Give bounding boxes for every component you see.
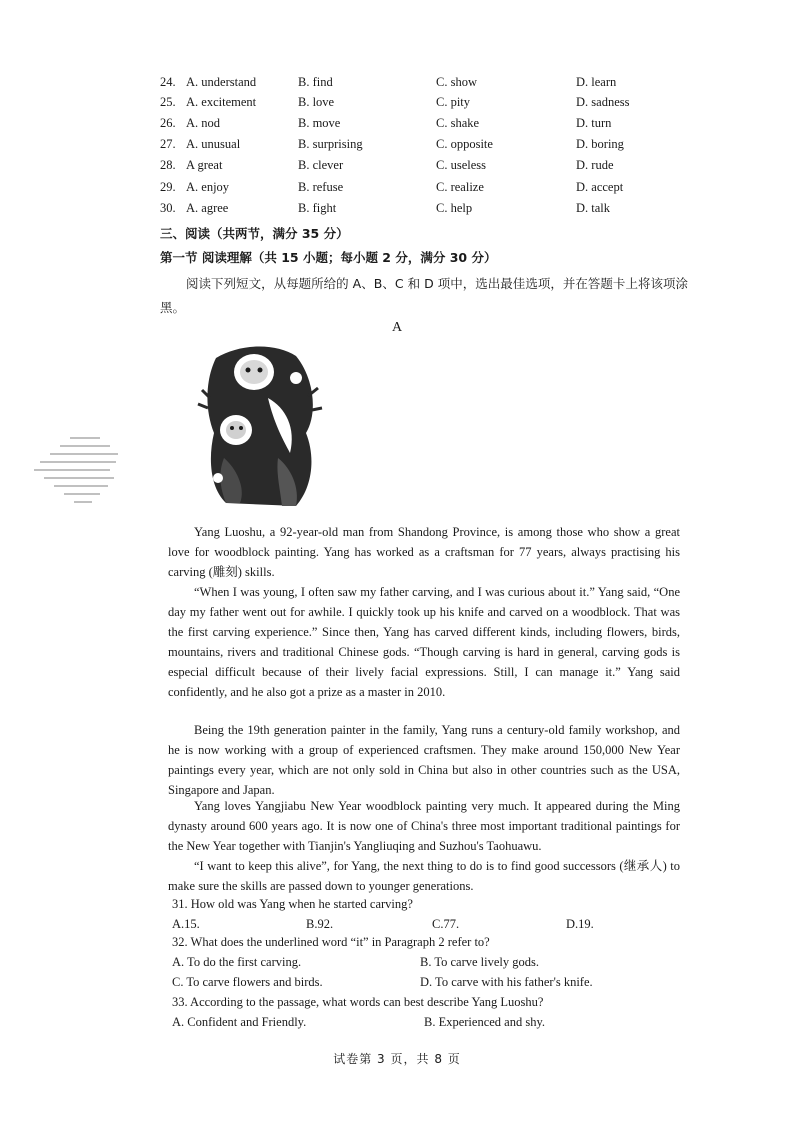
question-number: 27. bbox=[160, 137, 176, 151]
option-a: A. agree bbox=[186, 201, 229, 215]
option-row-24 bbox=[160, 72, 720, 92]
option-c: C. pity bbox=[436, 95, 471, 109]
option-d: D. turn bbox=[576, 116, 612, 130]
option-b: B. refuse bbox=[298, 180, 344, 194]
option-c: C. shake bbox=[436, 116, 480, 130]
question-32-option-c: C. To carve flowers and birds. bbox=[172, 975, 323, 989]
option-d: D. boring bbox=[576, 137, 624, 151]
question-31-option-d: D.19. bbox=[566, 917, 594, 931]
passage-paragraph-1: Yang Luoshu, a 92-year-old man from Shandong Province, is among those who show a great love for woodblock painting. Yang has worked as a craftsman for 77 years, always practising his carving (雕刻) skills. bbox=[168, 525, 680, 579]
option-a: A great bbox=[186, 158, 223, 172]
option-b: B. love bbox=[298, 95, 335, 109]
option-b: B. find bbox=[298, 75, 333, 89]
question-31-option-c: C.77. bbox=[432, 917, 460, 931]
question-33-option-b: B. Experienced and shy. bbox=[424, 1015, 546, 1029]
question-31-stem: 31. How old was Yang when he started carving? bbox=[172, 897, 413, 911]
option-row-30 bbox=[160, 198, 720, 218]
option-a: A. understand bbox=[186, 75, 257, 89]
option-c: C. useless bbox=[436, 158, 486, 172]
passage-paragraph-4: Yang loves Yangjiabu New Year woodblock painting very much. It appeared during the Ming dynasty around 600 years ago. It is now one of China's three most important traditional paintings for the New Year together with Tianjin's Yangliuqing and Suzhou's Taohuawu. bbox=[168, 799, 680, 853]
option-row-25 bbox=[160, 92, 720, 112]
question-number: 26. bbox=[160, 116, 176, 130]
option-d: D. learn bbox=[576, 75, 617, 89]
question-32-option-b: B. To carve lively gods. bbox=[420, 955, 540, 969]
option-d: D. sadness bbox=[576, 95, 630, 109]
option-a: A. excitement bbox=[186, 95, 257, 109]
option-a: A. unusual bbox=[186, 137, 241, 151]
question-number: 24. bbox=[160, 75, 176, 89]
question-number: 28. bbox=[160, 158, 176, 172]
instruction-text: 阅读下列短文，从每题所给的 A、B、C 和 D 项中，选出最佳选项，并在答题卡上将该项涂黑。 bbox=[160, 276, 688, 315]
option-row-27 bbox=[160, 134, 720, 154]
question-number: 25. bbox=[160, 95, 176, 109]
question-33-stem: 33. According to the passage, what words can best describe Yang Luoshu? bbox=[172, 995, 544, 1009]
option-row-29 bbox=[160, 177, 720, 197]
question-31-option-a: A.15. bbox=[172, 917, 200, 931]
option-c: C. help bbox=[436, 201, 473, 215]
option-b: B. surprising bbox=[298, 137, 363, 151]
section-title: 三、阅读（共两节，满分 35 分） bbox=[160, 226, 349, 241]
option-a: A. nod bbox=[186, 116, 221, 130]
option-c: C. opposite bbox=[436, 137, 493, 151]
option-b: B. move bbox=[298, 116, 341, 130]
option-row-26 bbox=[160, 113, 720, 133]
option-c: C. show bbox=[436, 75, 477, 89]
woodblock-painting-image bbox=[196, 338, 324, 510]
option-d: D. accept bbox=[576, 180, 624, 194]
passage-label: A bbox=[391, 320, 403, 335]
question-33-option-a: A. Confident and Friendly. bbox=[172, 1015, 307, 1029]
question-32-option-a: A. To do the first carving. bbox=[172, 955, 302, 969]
question-31-option-b: B.92. bbox=[306, 917, 334, 931]
option-row-28 bbox=[160, 155, 720, 175]
option-d: D. talk bbox=[576, 201, 611, 215]
passage-paragraph-5: “I want to keep this alive”, for Yang, the next thing to do is to find good successors (继承人) to make sure the skills are passed down to younger generations. bbox=[168, 859, 680, 893]
option-c: C. realize bbox=[436, 180, 484, 194]
question-number: 29. bbox=[160, 180, 176, 194]
question-number: 30. bbox=[160, 201, 176, 215]
question-32-option-d: D. To carve with his father's knife. bbox=[420, 975, 593, 989]
page-footer: 试卷第 3 页，共 8 页 bbox=[333, 1052, 461, 1066]
option-b: B. clever bbox=[298, 158, 344, 172]
part-title: 第一节 阅读理解（共 15 小题；每小题 2 分，满分 30 分） bbox=[160, 250, 497, 265]
scan-smudge-mark bbox=[30, 428, 122, 510]
passage-paragraph-2: “When I was young, I often saw my father carving, and I was curious about it.” Yang said, “One day my father went out for awhile. I quickly took up his knife and carved on a woodblock. That was the first carving experience.” Since then, Yang has carved different kinds, including flowers, birds, mountains, rivers and traditional Chinese gods. “Though carving is hard in general, carving gods is especial difficult because of their lively facial expressions. Still, I can manage it.” Yang said confidently, and he also got a prize as a master in 2010. bbox=[168, 585, 680, 699]
option-a: A. enjoy bbox=[186, 180, 230, 194]
question-32-stem: 32. What does the underlined word “it” in Paragraph 2 refer to? bbox=[172, 935, 490, 949]
passage-paragraph-3: Being the 19th generation painter in the family, Yang runs a century-old family workshop, and he is now working with a group of experienced craftsmen. They make around 150,000 New Year paintings every year, which are not only sold in China but also in other countries such as the USA, Singapore and Japan. bbox=[168, 723, 680, 797]
option-b: B. fight bbox=[298, 201, 337, 215]
option-d: D. rude bbox=[576, 158, 614, 172]
